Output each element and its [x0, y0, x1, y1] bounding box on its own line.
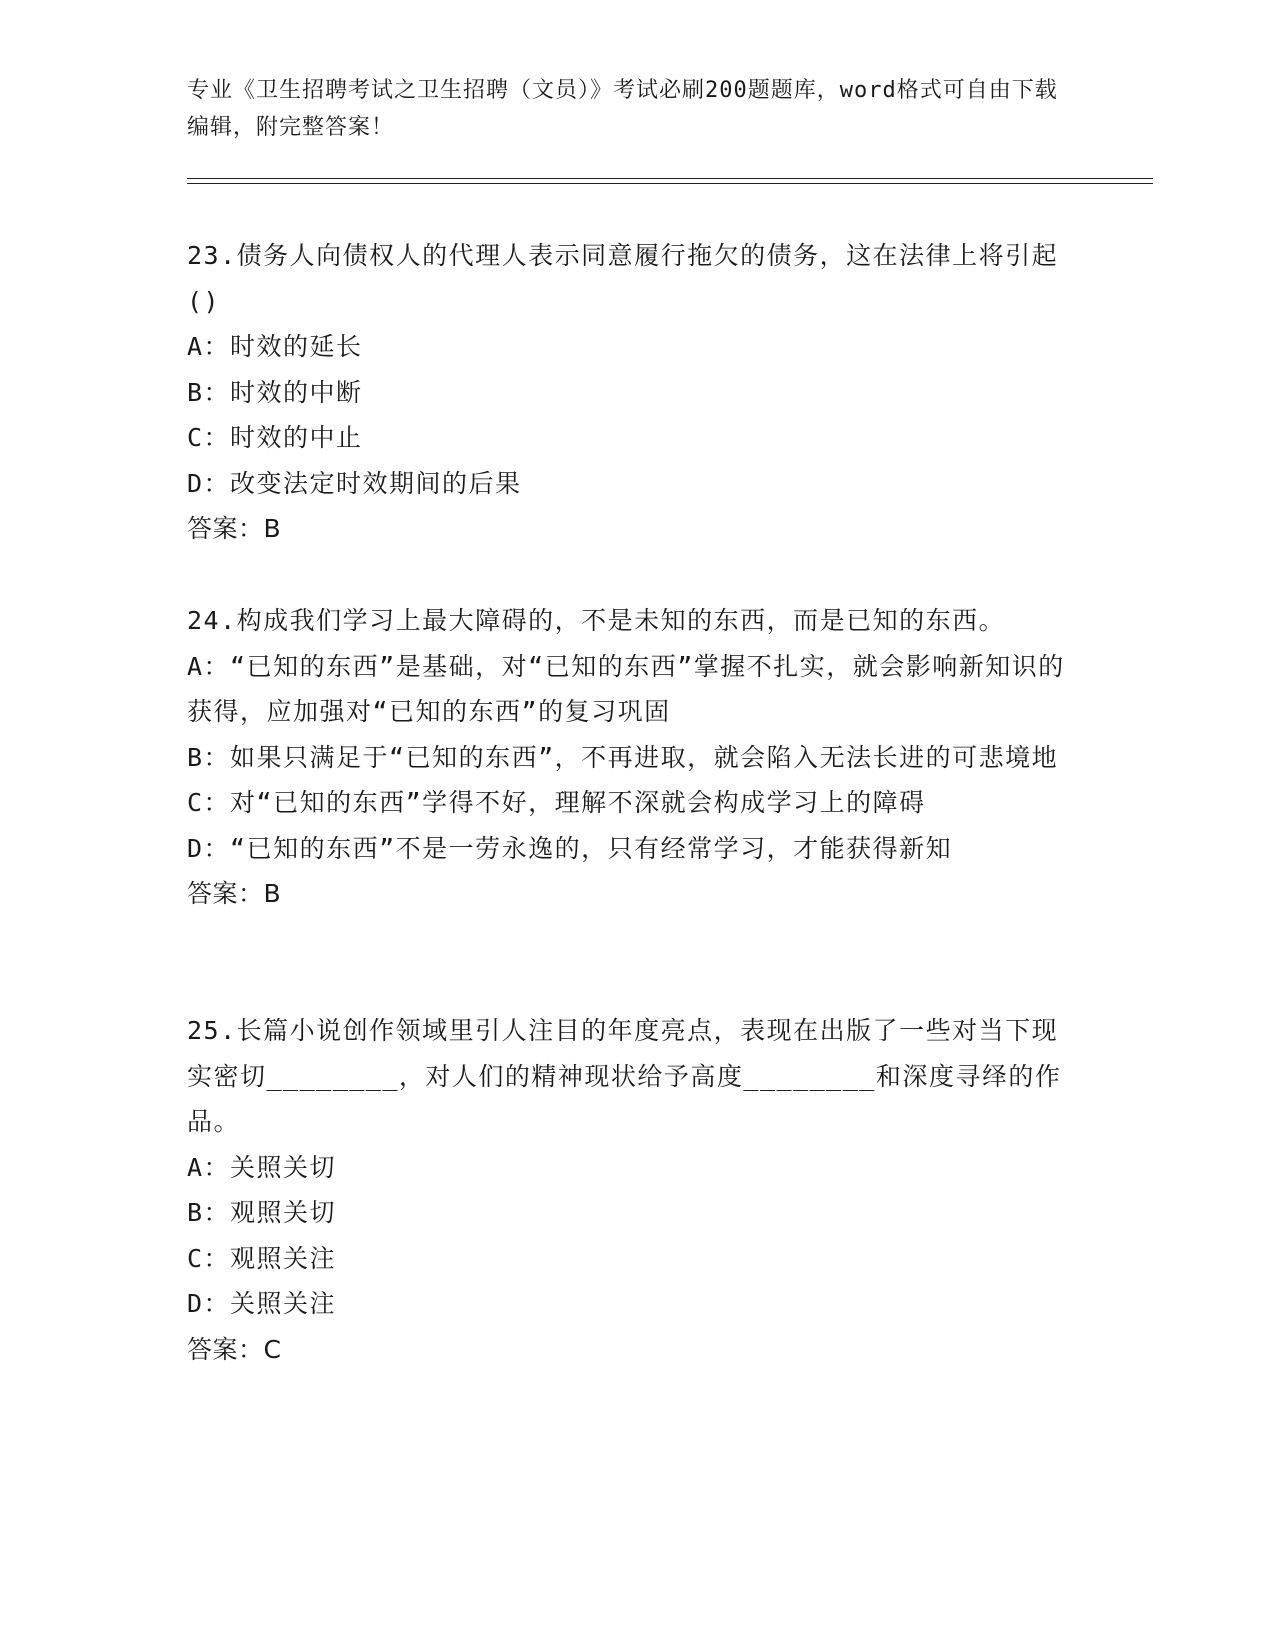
option-b: B：如果只满足于“已知的东西”，不再进取，就会陷入无法长进的可悲境地	[187, 742, 1059, 772]
question-stem: 24.构成我们学习上最大障碍的，不是未知的东西，而是已知的东西。	[187, 606, 1006, 635]
option-d: D：关照关注	[187, 1289, 337, 1318]
answer-line: 答案：B	[187, 879, 282, 908]
option-d: D：改变法定时效期间的后果	[187, 468, 522, 498]
question-stem: 25.长篇小说创作领域里引人注目的年度亮点，表现在出版了一些对当下现实密切________，对人们的精神现状给予高度________和深度寻绎的作品。	[187, 1016, 1062, 1136]
header-divider-top	[187, 178, 1153, 179]
question-23	[187, 233, 1077, 552]
answer-line: 答案：C	[187, 1334, 282, 1364]
document-header-text: 专业《卫生招聘考试之卫生招聘（文员）》考试必刷200题题库，word格式可自由下载编辑，附完整答案！	[187, 78, 1058, 140]
option-c: C：观照关注	[187, 1243, 337, 1273]
answer-line: 答案：B	[187, 514, 282, 543]
option-b: B：观照关切	[187, 1198, 337, 1227]
option-a: A：“已知的东西”是基础，对“已知的东西”掌握不扎实，就会影响新知识的获得，应加强对“已知的东西”的复习巩固	[187, 651, 1065, 726]
question-25	[187, 1008, 1077, 1372]
header-divider-bottom	[187, 183, 1153, 184]
option-a: A：关照关切	[187, 1152, 337, 1182]
option-a: A：时效的延长	[187, 332, 363, 361]
option-c: C：对“已知的东西”学得不好，理解不深就会构成学习上的障碍	[187, 788, 926, 817]
question-stem: 23.债务人向债权人的代理人表示同意履行拖欠的债务，这在法律上将引起()	[187, 241, 1059, 316]
option-d: D：“已知的东西”不是一劳永逸的，只有经常学习，才能获得新知	[187, 833, 953, 863]
question-24	[187, 598, 1077, 917]
option-c: C：时效的中止	[187, 423, 363, 452]
option-b: B：时效的中断	[187, 377, 363, 407]
